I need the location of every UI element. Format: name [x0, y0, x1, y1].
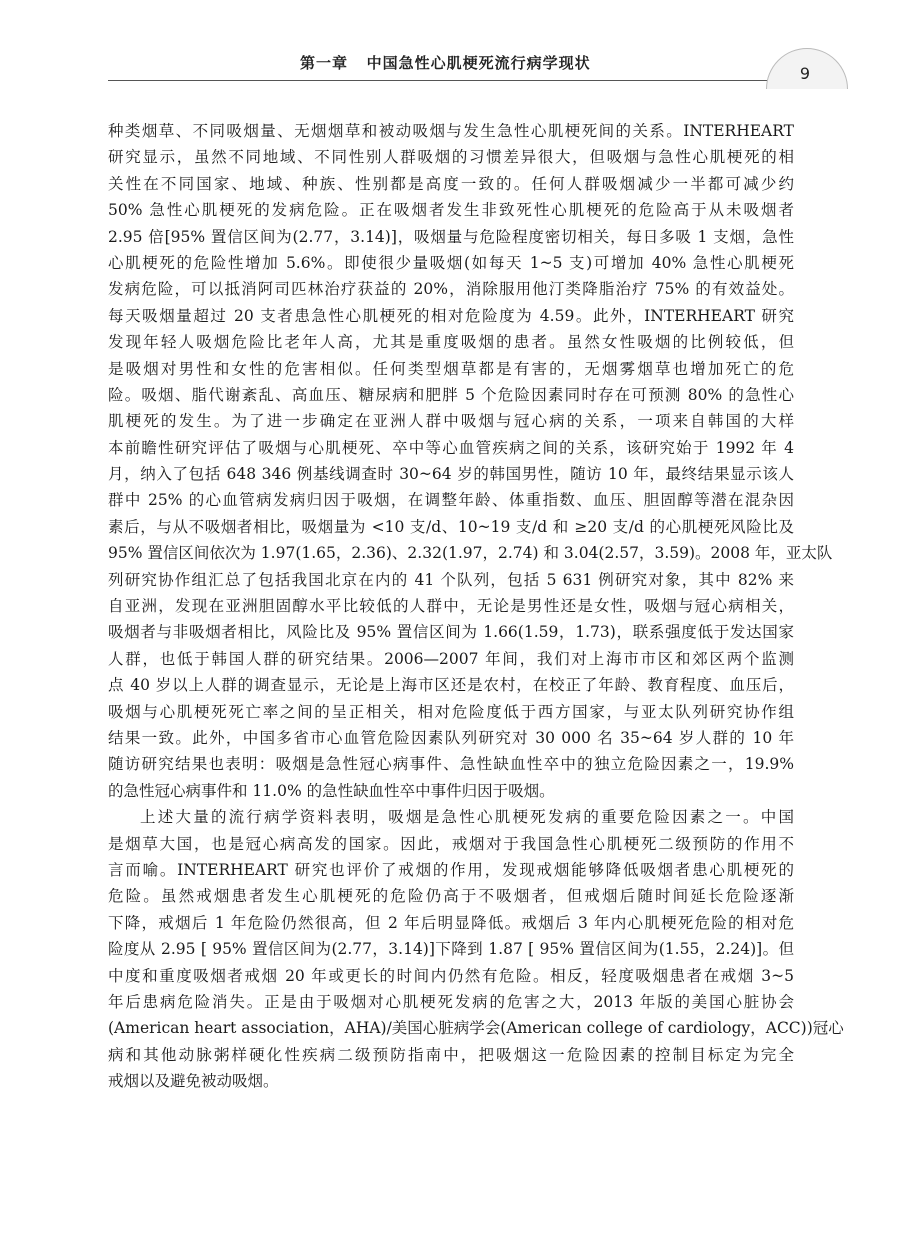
- text-line: 吸烟者与非吸烟者相比，风险比及 95% 置信区间为 1.66(1.59，1.73)，联系强度低于发达国家: [108, 623, 794, 642]
- page-number: 9: [799, 64, 811, 83]
- text-line: 研究显示，虽然不同地域、不同性别人群吸烟的习惯差异很大，但吸烟与急性心肌梗死的相: [108, 148, 794, 167]
- text-line: 素后，与从不吸烟者相比，吸烟量为 <10 支/d、10~19 支/d 和 ≥20 支/d 的心肌梗死风险比及: [108, 517, 794, 536]
- text-line: 是烟草大国，也是冠心病高发的国家。因此，戒烟对于我国急性心肌梗死二级预防的作用不: [108, 834, 794, 853]
- text-line: 发病危险，可以抵消阿司匹林治疗获益的 20%，消除服用他汀类降脂治疗 75% 的有效益处。: [108, 280, 794, 299]
- text-line: 是吸烟对男性和女性的危害相似。任何类型烟草都是有害的，无烟雾烟草也增加死亡的危: [108, 359, 794, 378]
- text-line: 下降，戒烟后 1 年危险仍然很高，但 2 年后明显降低。戒烟后 3 年内心肌梗死危险的相对危: [108, 913, 794, 932]
- body-text: [108, 118, 844, 1094]
- text-line: 点 40 岁以上人群的调查显示，无论是上海市区还是农村，在校正了年龄、教育程度、血压后，: [108, 676, 794, 695]
- text-line: 戒烟以及避免被动吸烟。: [108, 1072, 279, 1091]
- text-line: 上述大量的流行病学资料表明，吸烟是急性心肌梗死发病的重要危险因素之一。中国: [140, 808, 794, 827]
- text-line: 险。吸烟、脂代谢紊乱、高血压、糖尿病和肥胖 5 个危险因素同时存在可预测 80% 的急性心: [108, 385, 794, 404]
- text-line: 的急性冠心病事件和 11.0% 的急性缺血性卒中事件归因于吸烟。: [108, 781, 555, 800]
- paragraph: [108, 118, 833, 804]
- text-line: 群中 25% 的心血管病发病归因于吸烟，在调整年龄、体重指数、血压、胆固醇等潜在混杂因: [108, 491, 794, 510]
- text-line: 50% 急性心肌梗死的发病危险。正在吸烟者发生非致死性心肌梗死的危险高于从未吸烟者: [108, 201, 794, 220]
- text-line: 月，纳入了包括 648 346 例基线调查时 30~64 岁的韩国男性，随访 10 年，最终结果显示该人: [108, 465, 794, 484]
- text-line: 结果一致。此外，中国多省市心血管危险因素队列研究对 30 000 名 35~64 岁人群的 10 年: [108, 728, 794, 747]
- text-line: 每天吸烟量超过 20 支者患急性心肌梗死的相对危险度为 4.59。此外，INTERHEART 研究: [108, 306, 794, 325]
- text-line: 言而喻。INTERHEART 研究也评价了戒烟的作用，发现戒烟能够降低吸烟者患心肌梗死的: [108, 860, 794, 879]
- running-header: [0, 0, 900, 100]
- text-line: 吸烟与心肌梗死死亡率之间的呈正相关，相对危险度低于西方国家，与亚太队列研究协作组: [108, 702, 794, 721]
- text-line: 人群，也低于韩国人群的研究结果。2006—2007 年间，我们对上海市市区和郊区两个监测: [108, 649, 794, 668]
- text-line: 2.95 倍[95% 置信区间为(2.77，3.14)]，吸烟量与危险程度密切相关，每日多吸 1 支烟，急性: [108, 227, 794, 246]
- text-line: 险度从 2.95 [ 95% 置信区间为(2.77，3.14)]下降到 1.87 [ 95% 置信区间为(1.55，2.24)]。但: [108, 940, 794, 959]
- text-line: 中度和重度吸烟者戒烟 20 年或更长的时间内仍然有危险。相反，轻度吸烟患者在戒烟 3~5: [108, 966, 794, 985]
- text-line: 种类烟草、不同吸烟量、无烟烟草和被动吸烟与发生急性心肌梗死间的关系。INTERHEART: [108, 122, 794, 140]
- text-line: 随访研究结果也表明：吸烟是急性冠心病事件、急性缺血性卒中的独立危险因素之一，19.9%: [108, 755, 794, 774]
- paragraph: [108, 804, 844, 1094]
- header-rule: [108, 80, 788, 81]
- text-line: 列研究协作组汇总了包括我国北京在内的 41 个队列，包括 5 631 例研究对象，其中 82% 来: [108, 570, 794, 589]
- chapter-title: 第一章 中国急性心肌梗死流行病学现状: [300, 54, 591, 72]
- text-line: 年后患病危险消失。正是由于吸烟对心肌梗死发病的危害之大，2013 年版的美国心脏协会: [108, 992, 794, 1011]
- text-line: 心肌梗死的危险性增加 5.6%。即使很少量吸烟(如每天 1~5 支)可增加 40% 急性心肌梗死: [108, 253, 794, 272]
- text-line: 自亚洲，发现在亚洲胆固醇水平比较低的人群中，无论是男性还是女性，吸烟与冠心病相关，: [108, 597, 794, 616]
- text-line: 发现年轻人吸烟危险比老年人高，尤其是重度吸烟的患者。虽然女性吸烟的比例较低，但: [108, 333, 794, 352]
- text-line: 危险。虽然戒烟患者发生心肌梗死的危险仍高于不吸烟者，但戒烟后随时间延长危险逐渐: [108, 887, 794, 906]
- text-line: (American heart association，AHA)/美国心脏病学会(American college of cardiology，ACC))冠心: [108, 1019, 844, 1038]
- text-line: 本前瞻性研究评估了吸烟与心肌梗死、卒中等心血管疾病之间的关系，该研究始于 1992 年 4: [108, 438, 794, 457]
- text-line: 95% 置信区间依次为 1.97(1.65，2.36)、2.32(1.97，2.74) 和 3.04(2.57，3.59)。2008 年，亚太队: [108, 544, 833, 563]
- text-line: 病和其他动脉粥样硬化性疾病二级预防指南中，把吸烟这一危险因素的控制目标定为完全: [108, 1045, 794, 1064]
- text-line: 关性在不同国家、地域、种族、性别都是高度一致的。任何人群吸烟减少一半都可减少约: [108, 174, 794, 193]
- text-line: 肌梗死的发生。为了进一步确定在亚洲人群中吸烟与冠心病的关系，一项来自韩国的大样: [108, 412, 794, 431]
